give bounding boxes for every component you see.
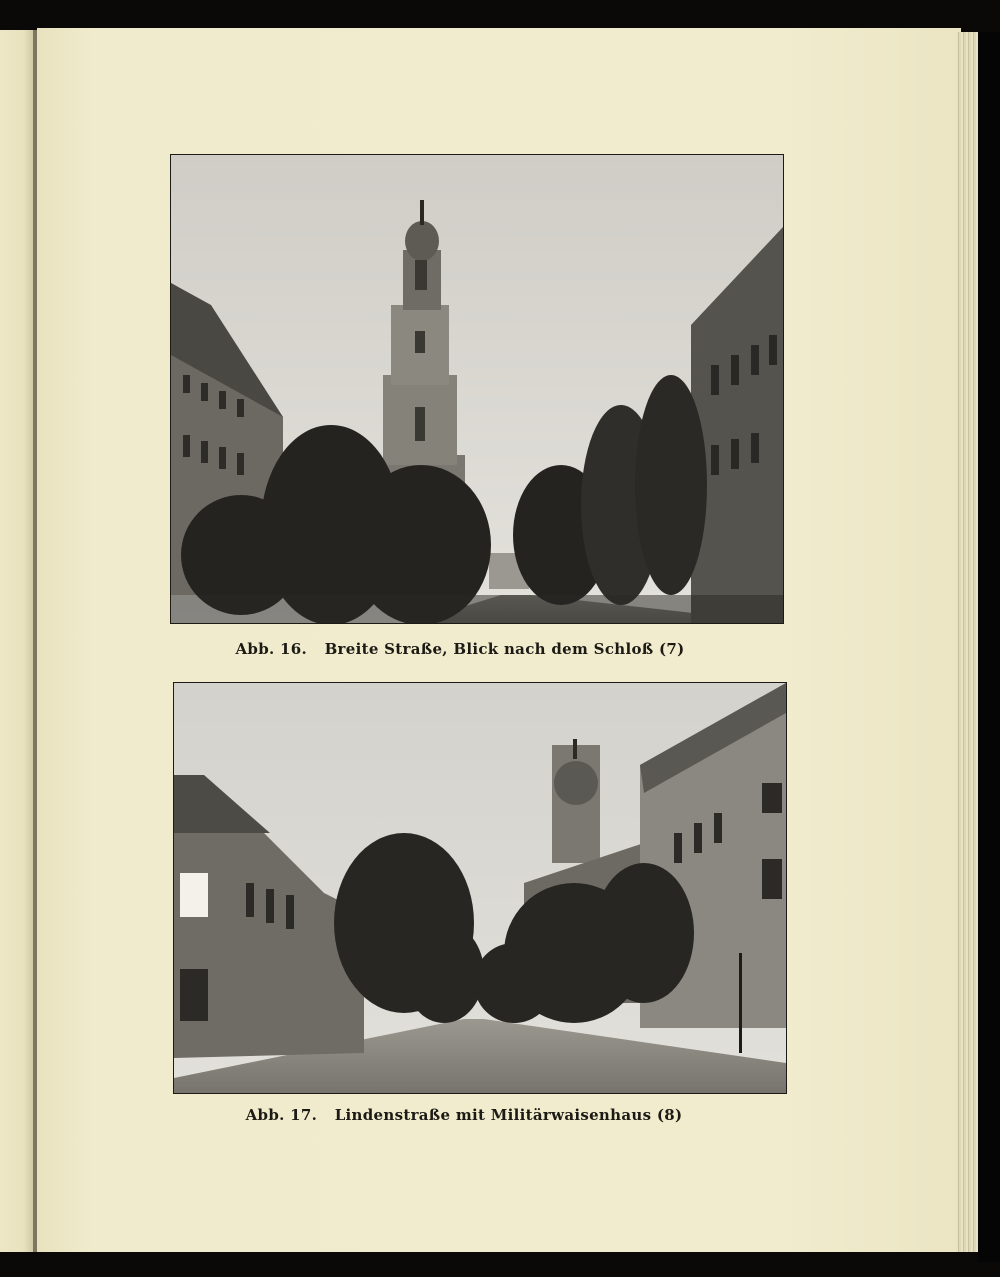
caption-figure-16: [0, 640, 960, 658]
photo-breite-strasse: [170, 154, 784, 624]
background-edge: [978, 32, 1000, 1262]
photo-lindenstrasse: [173, 682, 787, 1094]
figure-17-title: Lindenstraße mit Militärwaisenhaus (8): [334, 1106, 683, 1124]
caption-figure-17: [0, 1106, 964, 1124]
figure-17-label: Abb. 17.: [245, 1106, 318, 1124]
figure-16-label: Abb. 16.: [235, 640, 308, 658]
figure-16-title: Breite Straße, Blick nach dem Schloß (7): [324, 640, 685, 658]
